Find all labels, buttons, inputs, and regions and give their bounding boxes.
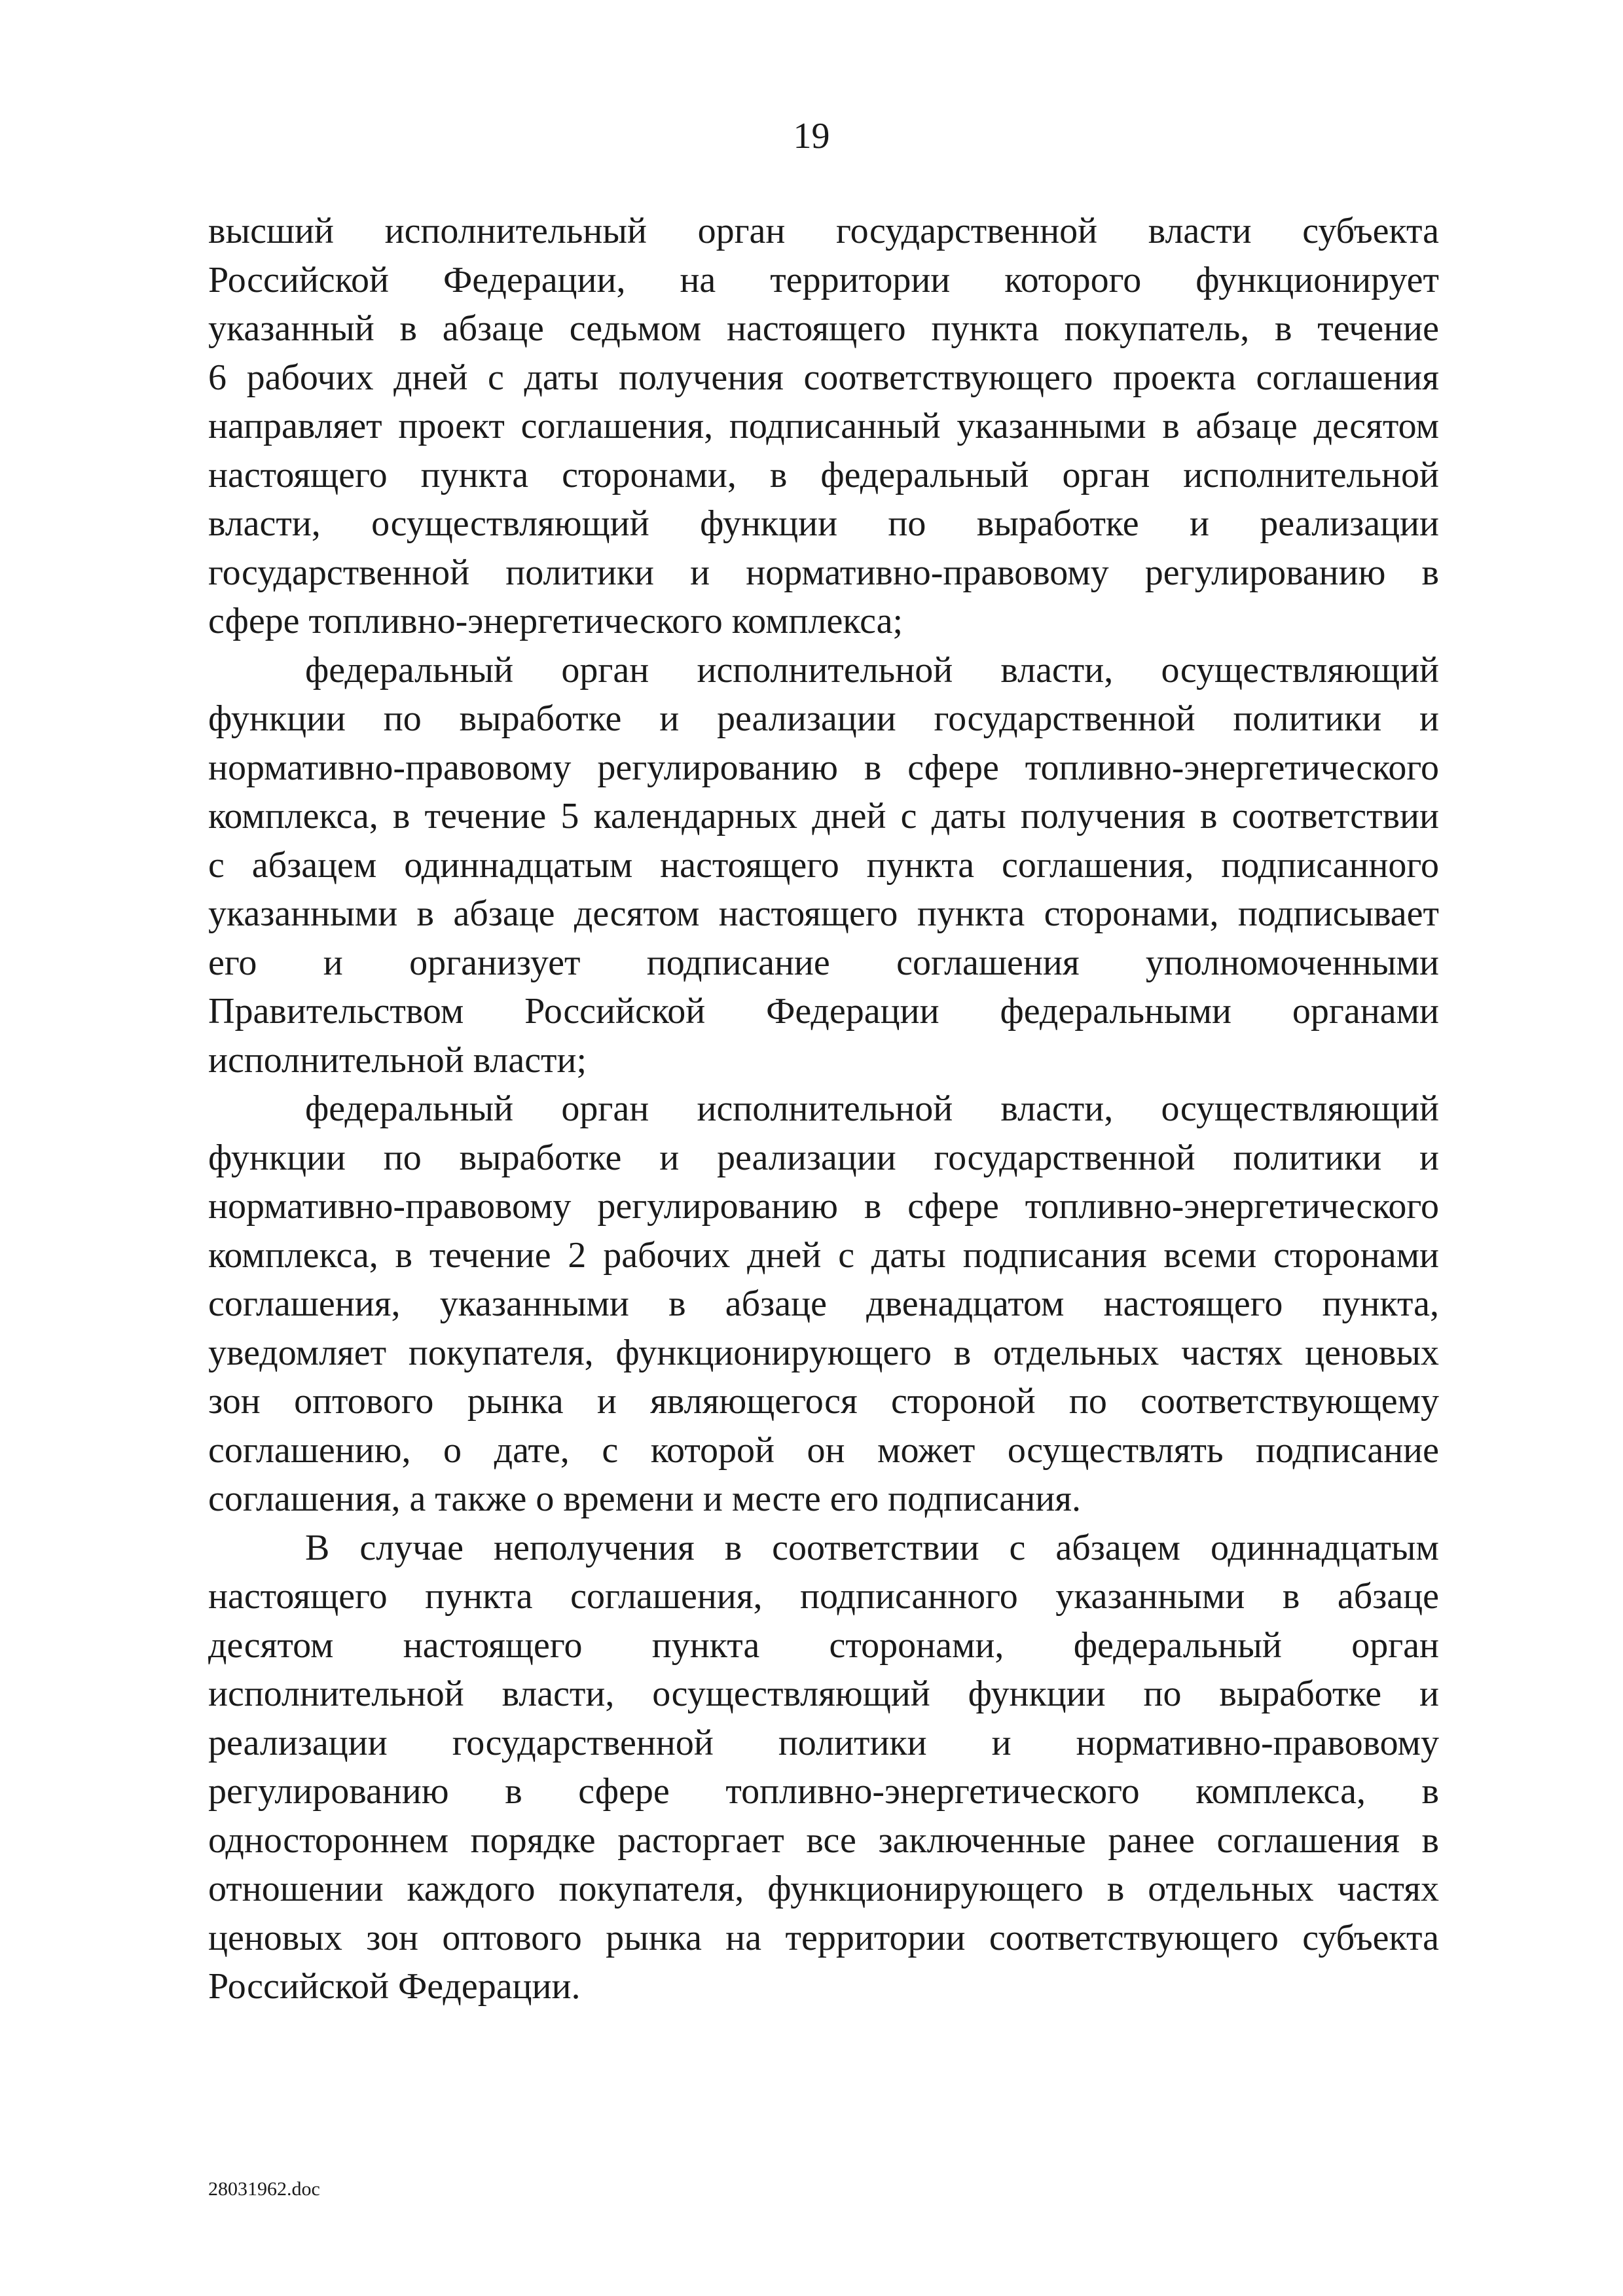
text-line: Правительством Российской Федерации федеральными органами: [208, 991, 1439, 1031]
footer-file-name: 28031962.doc: [208, 2178, 320, 2200]
text-line: уведомляет покупателя, функционирующего в отдельных частях ценовых: [208, 1332, 1439, 1373]
paragraph: [208, 1085, 1439, 1524]
text-line: исполнительной власти;: [208, 1039, 587, 1081]
text-line: государственной политики и нормативно-правовому регулированию в: [208, 552, 1439, 593]
text-line: федеральный орган исполнительной власти, осуществляющий: [305, 1088, 1439, 1129]
text-line: зон оптового рынка и являющегося стороной по соответствующему: [208, 1381, 1439, 1422]
text-line: его и организует подписание соглашения уполномоченными: [208, 942, 1439, 983]
text-line: комплекса, в течение 2 рабочих дней с даты подписания всеми сторонами: [208, 1234, 1439, 1276]
text-line: с абзацем одиннадцатым настоящего пункта соглашения, подписанного: [208, 844, 1439, 886]
text-line: ценовых зон оптового рынка на территории соответствующего субъекта: [208, 1917, 1439, 1958]
text-line: указанный в абзаце седьмом настоящего пункта покупатель, в течение: [208, 308, 1439, 349]
text-line: власти, осуществляющий функции по выработке и реализации: [208, 503, 1439, 544]
text-line: В случае неполучения в соответствии с абзацем одиннадцатым: [305, 1527, 1439, 1568]
text-line: высший исполнительный орган государственной власти субъекта: [208, 211, 1439, 251]
text-line: отношении каждого покупателя, функционирующего в отдельных частях: [208, 1869, 1439, 1909]
text-line: настоящего пункта соглашения, подписанного указанными в абзаце: [208, 1576, 1439, 1617]
text-line: соглашения, а также о времени и месте его подписания.: [208, 1479, 1082, 1519]
paragraph: [208, 646, 1439, 1085]
text-line: одностороннем порядке расторгает все заключенные ранее соглашения в: [208, 1820, 1439, 1861]
paragraph: [208, 207, 1439, 646]
text-line: реализации государственной политики и нормативно-правовому: [208, 1722, 1439, 1763]
text-line: соглашению, о дате, с которой он может осуществлять подписание: [208, 1429, 1439, 1471]
text-line: исполнительной власти, осуществляющий функции по выработке и: [208, 1674, 1439, 1714]
paragraph: [208, 1524, 1439, 2011]
text-line: функции по выработке и реализации государственной политики и: [208, 1137, 1439, 1178]
text-line: направляет проект соглашения, подписанный указанными в абзаце десятом: [208, 406, 1439, 446]
text-line: комплекса, в течение 5 календарных дней с даты получения в соответствии: [208, 796, 1439, 836]
text-line: Российской Федерации.: [208, 1966, 581, 2007]
page-number: 19: [793, 116, 830, 156]
text-line: указанными в абзаце десятом настоящего пункта сторонами, подписывает: [208, 893, 1439, 934]
text-line: регулированию в сфере топливно-энергетического комплекса, в: [208, 1771, 1439, 1812]
text-line: сфере топливно-энергетического комплекса;: [208, 601, 903, 641]
text-line: соглашения, указанными в абзаце двенадцатом настоящего пункта,: [208, 1283, 1439, 1324]
text-line: десятом настоящего пункта сторонами, федеральный орган: [208, 1624, 1439, 1666]
text-line: нормативно-правовому регулированию в сфере топливно-энергетического: [208, 747, 1439, 788]
text-line: Российской Федерации, на территории которого функционирует: [208, 259, 1439, 300]
document-body: [208, 207, 1439, 2011]
text-line: функции по выработке и реализации государственной политики и: [208, 698, 1439, 739]
text-line: настоящего пункта сторонами, в федеральный орган исполнительной: [208, 454, 1439, 495]
text-line: федеральный орган исполнительной власти, осуществляющий: [305, 649, 1439, 691]
text-line: нормативно-правовому регулированию в сфере топливно-энергетического: [208, 1186, 1439, 1227]
text-line: 6 рабочих дней с даты получения соответствующего проекта соглашения: [208, 357, 1439, 398]
